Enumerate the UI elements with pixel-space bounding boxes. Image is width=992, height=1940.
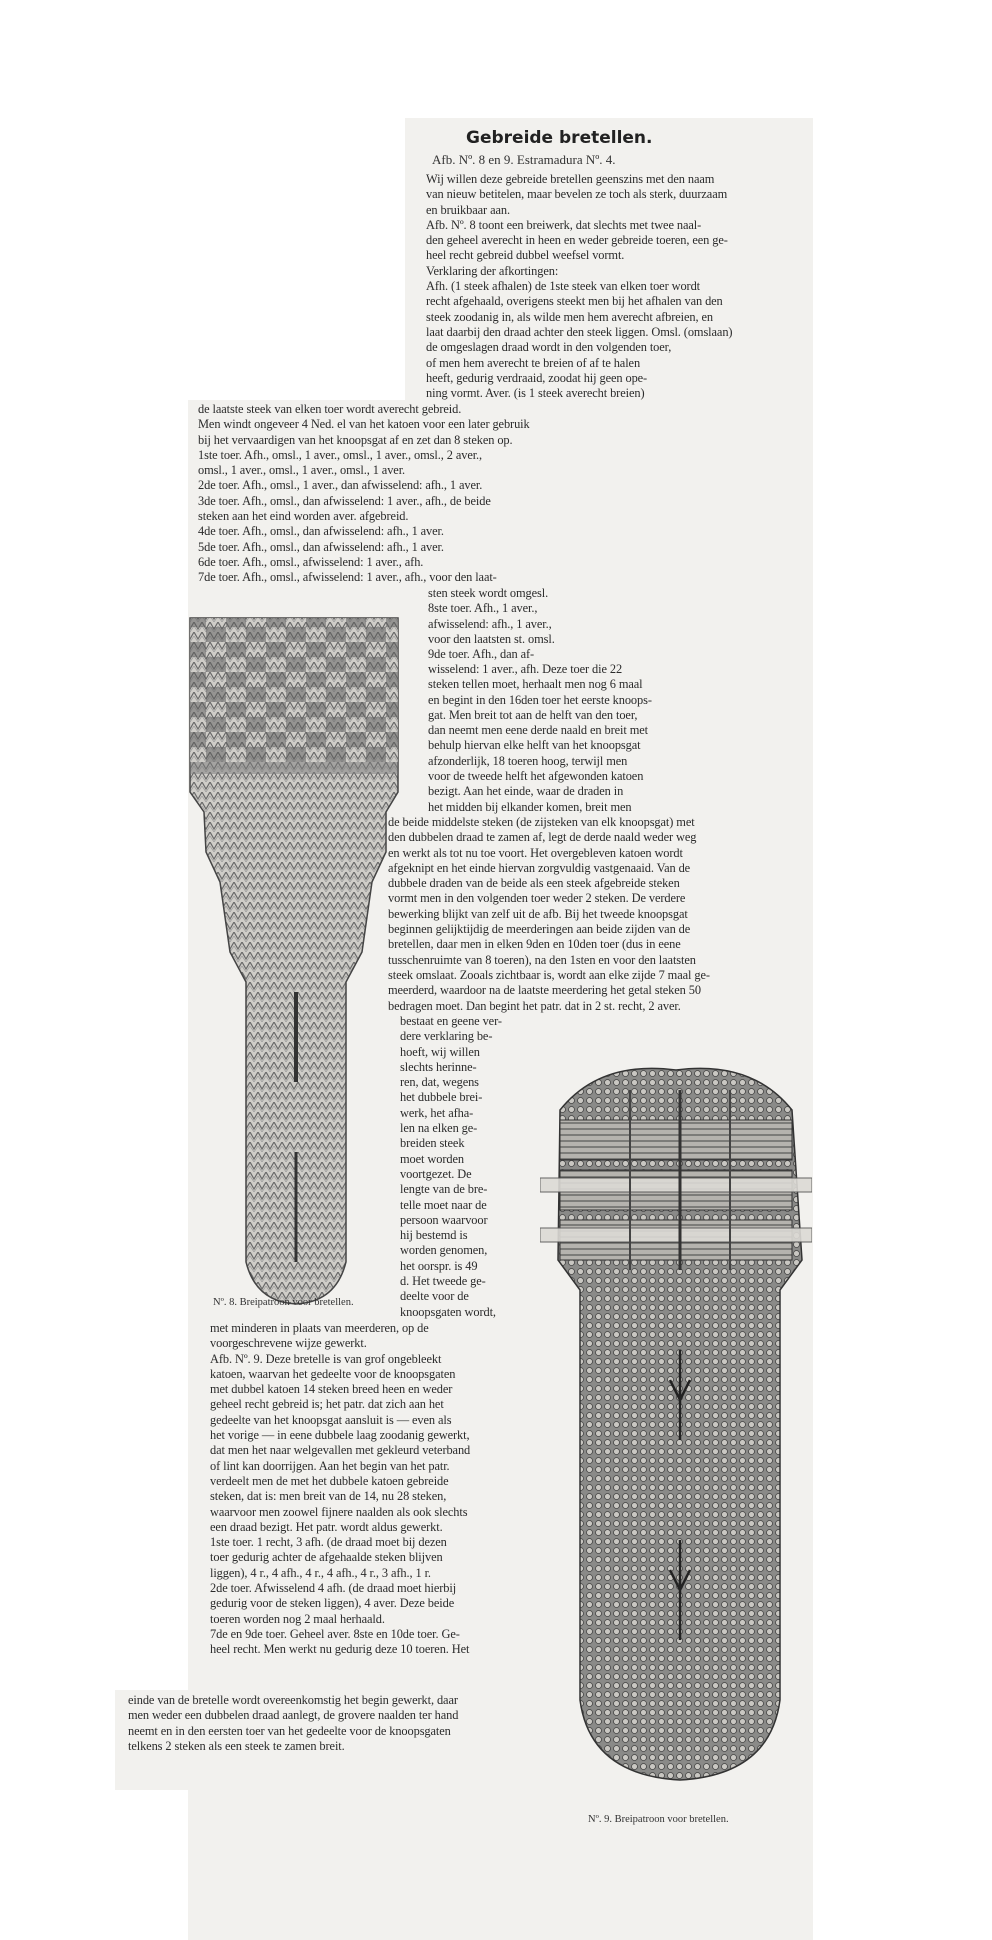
- text-line: Verklaring der afkortingen:: [426, 263, 559, 278]
- text-line: steek omslaat. Zooals zichtbaar is, wordt aan elke zijde 7 maal ge-: [388, 967, 710, 982]
- body-wide-block: [198, 402, 530, 586]
- lower-column: [210, 1321, 470, 1658]
- text-line: hoeft, wij willen: [400, 1044, 480, 1059]
- fig9-caption: Nº. 9. Breipatroon voor bretellen.: [588, 1814, 729, 1825]
- text-line: gedurig voor de steken liggen), 4 aver. Deze beide: [210, 1596, 455, 1611]
- text-line: liggen), 4 r., 4 afh., 4 r., 4 afh., 4 r., 3 afh., 1 r.: [210, 1565, 431, 1580]
- fig9-knit-illustration: [540, 1060, 812, 1785]
- fig8-caption: Nº. 8. Breipatroon voor bretellen.: [213, 1297, 354, 1308]
- text-line: heeft, gedurig verdraaid, zoodat hij geen ope-: [426, 370, 648, 385]
- text-line: beginnen gelijktijdig de meerderingen aan beide zijden van de: [388, 922, 691, 937]
- text-line: het vorige — in eene dubbele laag zoodanig gewerkt,: [210, 1428, 470, 1443]
- text-line: recht afgehaald, overigens steekt men bij het afhalen van den: [426, 294, 723, 309]
- text-line: 2de toer. Afwisselend 4 afh. (de draad moet hierbij: [210, 1581, 457, 1596]
- text-line: persoon waarvoor: [400, 1212, 488, 1227]
- text-line: knoopsgaten wordt,: [400, 1304, 496, 1319]
- text-line: bij het vervaardigen van het knoopsgat af en zet dan 8 steken op.: [198, 432, 513, 447]
- text-line: het oorspr. is 49: [400, 1258, 478, 1273]
- text-line: met minderen in plaats van meerderen, op de: [210, 1321, 429, 1335]
- text-line: afzonderlijk, 18 toeren hoog, terwijl men: [428, 753, 628, 768]
- text-line: 3de toer. Afh., omsl., dan afwisselend: 1 aver., afh., de beide: [198, 493, 491, 508]
- narrow-column-a: [428, 586, 555, 662]
- text-line: of men hem averecht te breien of af te halen: [426, 355, 641, 370]
- text-line: voor den laatsten st. omsl.: [428, 631, 555, 646]
- text-line: 8ste toer. Afh., 1 aver.,: [428, 601, 538, 616]
- article-title: Gebreide bretellen.: [466, 128, 653, 148]
- text-line: voortgezet. De: [400, 1166, 472, 1181]
- text-line: moet worden: [400, 1151, 464, 1166]
- middle-column: [428, 662, 652, 815]
- text-line: 5de toer. Afh., omsl., dan afwisselend: afh., 1 aver.: [198, 539, 444, 554]
- text-line: geheel recht gebreid is; het patr. dat zich aan het: [210, 1397, 444, 1412]
- text-line: dubbele draden van de beide als een steek afgebreide steken: [388, 876, 680, 891]
- text-line: toer gedurig achter de afgehaalde steken blijven: [210, 1550, 443, 1565]
- text-line: omsl., 1 aver., omsl., 1 aver., omsl., 1 aver.: [198, 463, 406, 478]
- text-line: Afb. Nº. 9. Deze bretelle is van grof ongebleekt: [210, 1351, 442, 1366]
- text-line: de laatste steek van elken toer wordt averecht gebreid.: [198, 402, 462, 416]
- text-line: werk, het afha-: [400, 1105, 474, 1120]
- text-line: deelte voor de: [400, 1289, 469, 1304]
- text-line: 7de en 9de toer. Geheel aver. 8ste en 10de toer. Ge-: [210, 1626, 460, 1641]
- text-line: katoen, waarvan het gedeelte voor de knoopsgaten: [210, 1366, 456, 1381]
- text-line: waarvoor men zoowel fijnere naalden als ook slechts: [210, 1504, 468, 1519]
- narrow-column-b: [400, 1014, 502, 1320]
- text-line: einde van de bretelle wordt overeenkomstig het begin gewerkt, daar: [128, 1693, 458, 1707]
- text-line: laat daarbij den draad achter den steek liggen. Omsl. (omslaan): [426, 324, 733, 339]
- text-line: bewerking blijkt van zelf uit de afb. Bij het tweede knoopsgat: [388, 906, 688, 921]
- text-line: dat men het naar welgevallen met gekleurd veterband: [210, 1443, 471, 1458]
- text-line: den geheel averecht in heen en weder gebreide toeren, een ge-: [426, 233, 728, 248]
- text-line: wisselend: 1 aver., afh. Deze toer die 22: [428, 662, 623, 676]
- text-line: en bruikbaar aan.: [426, 202, 510, 217]
- text-line: en begint in den 16den toer het eerste knoops-: [428, 692, 652, 707]
- text-line: slechts herinne-: [400, 1059, 477, 1074]
- intro-block: [426, 172, 732, 401]
- text-line: of lint kan doorrijgen. Aan het begin van het patr.: [210, 1458, 450, 1473]
- fig8-knit-illustration: [186, 612, 404, 1312]
- text-line: heel recht. Men werkt nu gedurig deze 10 toeren. Het: [210, 1642, 470, 1657]
- text-line: afwisselend: afh., 1 aver.,: [428, 616, 552, 631]
- text-line: behulp hiervan elke helft van het knoopsgat: [428, 738, 641, 753]
- text-line: neemt en in den eersten toer van het gedeelte voor de knoopsgaten: [128, 1723, 451, 1738]
- text-line: bedragen moet. Dan begint het patr. dat in 2 st. recht, 2 aver.: [388, 998, 681, 1013]
- text-line: bezigt. Aan het einde, waar de draden in: [428, 784, 624, 799]
- text-line: de beide middelste steken (de zijsteken van elk knoopsgat) met: [388, 815, 695, 829]
- text-line: dere verklaring be-: [400, 1029, 493, 1044]
- text-line: toeren worden nog 2 maal herhaald.: [210, 1611, 385, 1626]
- text-line: ning vormt. Aver. (is 1 steek averecht breien): [426, 386, 645, 401]
- text-line: meerderd, waardoor na de laatste meerdering het getal steken 50: [388, 983, 701, 998]
- text-line: d. Het tweede ge-: [400, 1274, 486, 1289]
- text-line: breiden steek: [400, 1136, 465, 1151]
- full-column: [388, 815, 710, 1014]
- text-line: en werkt als tot nu toe voort. Het overgebleven katoen wordt: [388, 845, 683, 860]
- text-line: afgeknipt en het einde hiervan zorgvuldig vastgenaaid. Van de: [388, 860, 691, 875]
- text-line: 6de toer. Afh., omsl., afwisselend: 1 aver., afh.: [198, 554, 424, 569]
- text-line: steek zoodanig in, als wilde men hem averecht afbreien, en: [426, 309, 713, 324]
- text-line: telkens 2 steken als een steek te zamen breit.: [128, 1738, 345, 1753]
- text-line: dan neemt men eene derde naald en breit met: [428, 723, 649, 738]
- text-line: bretellen, daar men in elken 9den en 10den toer (dus in eene: [388, 937, 681, 952]
- text-line: steken tellen moet, herhaalt men nog 6 maal: [428, 677, 643, 692]
- text-line: Men windt ongeveer 4 Ned. el van het katoen voor een later gebruik: [198, 417, 530, 432]
- text-line: 4de toer. Afh., omsl., dan afwisselend: afh., 1 aver.: [198, 524, 444, 539]
- text-line: 2de toer. Afh., omsl., 1 aver., dan afwisselend: afh., 1 aver.: [198, 478, 483, 493]
- text-line: den dubbelen draad te zamen af, legt de derde naald weder weg: [388, 830, 697, 845]
- text-line: heel recht gebreid dubbel weefsel vormt.: [426, 248, 625, 263]
- bottom-block: [128, 1693, 458, 1754]
- text-line: len na elken ge-: [400, 1121, 478, 1136]
- text-line: tusschenruimte van 8 toeren), na den 1sten en voor den laatsten: [388, 952, 696, 967]
- text-line: worden genomen,: [400, 1243, 488, 1258]
- text-line: met dubbel katoen 14 steken breed heen en weder: [210, 1382, 453, 1397]
- text-line: telle moet naar de: [400, 1197, 487, 1212]
- text-line: steken aan het eind worden aver. afgebreid.: [198, 509, 409, 524]
- article-subtitle: Afb. Nº. 8 en 9. Estramadura Nº. 4.: [432, 152, 616, 167]
- text-line: 7de toer. Afh., omsl., afwisselend: 1 aver., afh., voor den laat-: [198, 570, 497, 585]
- text-line: 1ste toer. Afh., omsl., 1 aver., omsl., 1 aver., omsl., 2 aver.,: [198, 447, 483, 462]
- text-line: het midden bij elkander komen, breit men: [428, 799, 632, 814]
- text-line: sten steek wordt omgesl.: [428, 586, 549, 600]
- text-line: verdeelt men de met het dubbele katoen gebreide: [210, 1473, 449, 1488]
- text-line: steken, dat is: men breit van de 14, nu 28 steken,: [210, 1489, 447, 1504]
- text-line: hij bestemd is: [400, 1228, 468, 1243]
- text-line: de omgeslagen draad wordt in den volgenden toer,: [426, 340, 672, 355]
- text-line: 1ste toer. 1 recht, 3 afh. (de draad moet bij dezen: [210, 1535, 447, 1550]
- text-line: gat. Men breit tot aan de helft van den toer,: [428, 707, 638, 722]
- text-line: ren, dat, wegens: [400, 1075, 479, 1090]
- text-line: het dubbele brei-: [400, 1090, 483, 1105]
- text-line: Afb. Nº. 8 toont een breiwerk, dat slechts met twee naal-: [426, 217, 702, 232]
- text-line: Wij willen deze gebreide bretellen geenszins met den naam: [426, 172, 715, 186]
- text-line: een draad bezigt. Het patr. wordt aldus gewerkt.: [210, 1519, 443, 1534]
- text-line: gedeelte van het knoopsgat aansluit is — even als: [210, 1412, 452, 1427]
- text-line: vormt men in den volgenden toer weder 2 steken. De verdere: [388, 891, 686, 906]
- text-line: lengte van de bre-: [400, 1182, 488, 1197]
- text-line: men weder een dubbelen draad aanlegt, de grovere naalden ter hand: [128, 1708, 459, 1723]
- text-line: voorgeschrevene wijze gewerkt.: [210, 1336, 367, 1351]
- text-line: Afh. (1 steek afhalen) de 1ste steek van elken toer wordt: [426, 279, 701, 294]
- text-line: van nieuw betitelen, maar bevelen ze toch als sterk, duurzaam: [426, 187, 728, 202]
- text-line: voor de tweede helft het afgewonden katoen: [428, 769, 644, 784]
- text-line: 9de toer. Afh., dan af-: [428, 647, 535, 662]
- text-line: bestaat en geene ver-: [400, 1014, 502, 1028]
